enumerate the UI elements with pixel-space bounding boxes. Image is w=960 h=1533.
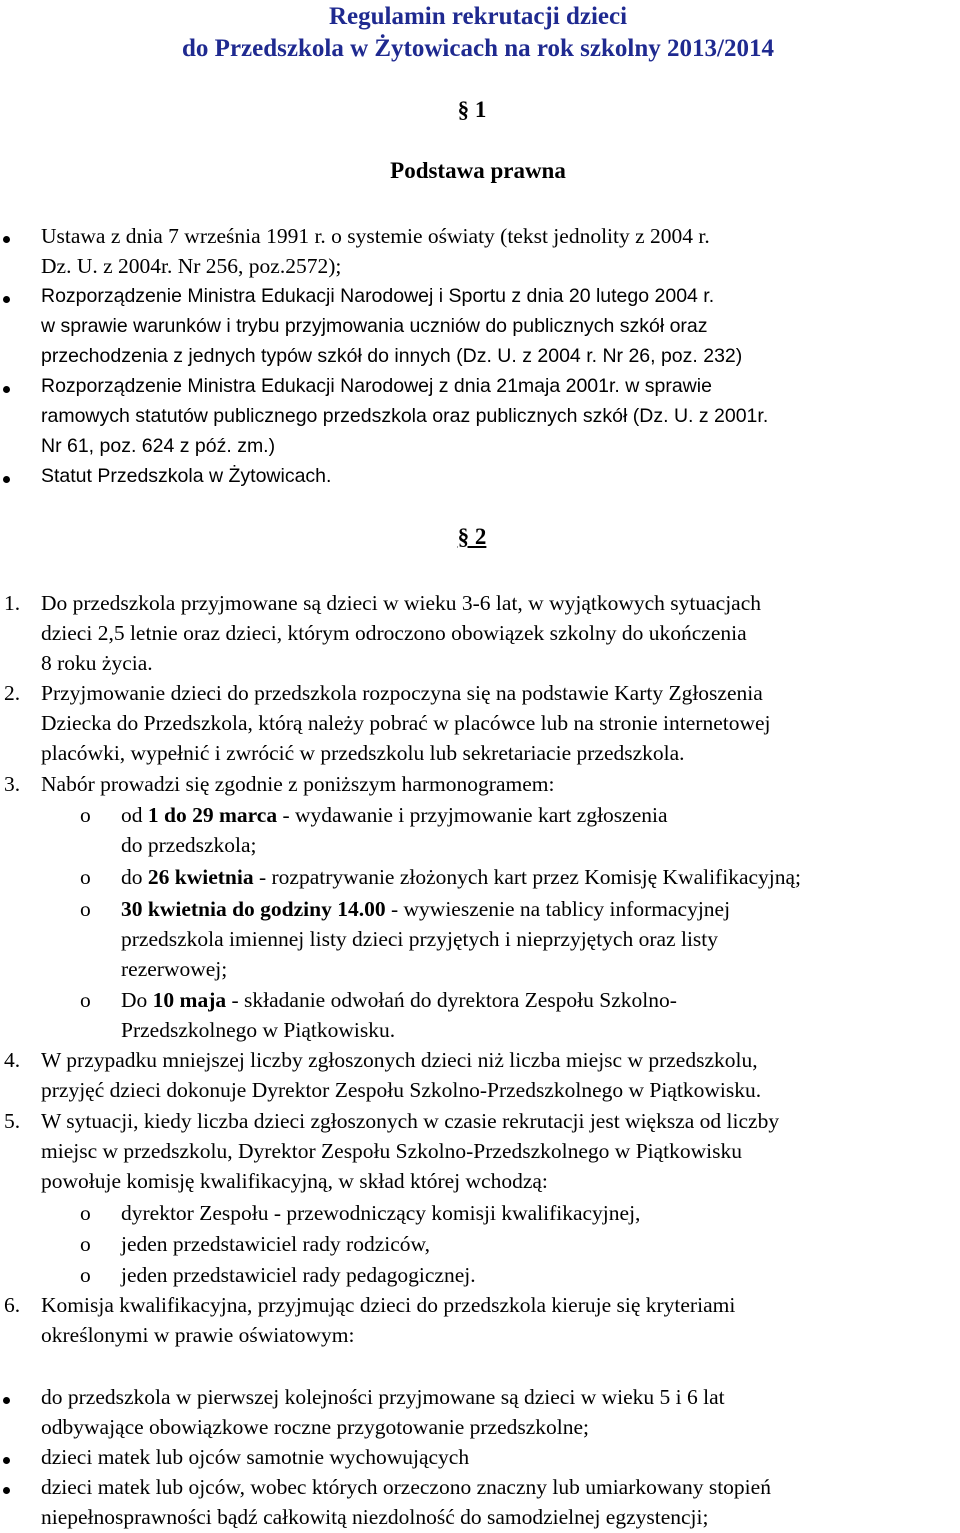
sub-bullet: o [80, 865, 91, 889]
paragraph-number: 1. [4, 591, 21, 615]
section-1-heading: Podstawa prawna [390, 158, 566, 183]
paragraph-1-line-1: Do przedszkola przyjmowane są dzieci w wieku 3-6 lat, w wyjątkowych sytuacjach [41, 591, 762, 615]
document-page: Regulamin rekrutacji dzieci do Przedszkola w Żytowicach na rok szkolny 2013/2014 § 1 Podstawa prawna Ustawa z dnia 7 września 1991 r. o systemie oświaty (tekst jednolity z 2004 r. Dz. U. z 2004r. Nr 256, poz.2572); Rozporządzenie Ministra Edukacji Narodowej i Sportu z dnia 20 lutego 2004 r. w sprawie warunków i trybu przyjmowania uczniów do publicznych szkół oraz przechodzenia z jednych typów szkół do innych (Dz. U. z 2004 r. Nr 26, poz. 232) Rozporządzenie Ministra Edukacji Narodowej z dnia 21maja 2001r. w sprawie ramowych statutów publicznego przedszkola oraz publicznych szkół (Dz. U. z 2001r. Nr 61, poz. 624 z póź. zm.) Statut Przedszkola w Żytowicach. § 2 1. Do przedszkola przyjmowane są dzieci w wieku 3-6 lat, w wyjątkowych sytuacjach dzieci 2,5 letnie oraz dzieci, którym odroczono obowiązek szkolny do ukończenia 8 roku życia. 2. Przyjmowanie dzieci do przedszkola rozpoczyna się na podstawie Karty Zgłoszenia Dziecka do Przedszkola, którą należy pobrać w placówce lub na stronie internetowej placówki, wypełnić i zwrócić w przedszkolu lub sekretariacie przedszkola. 3. Nabór prowadzi się zgodnie z poniższym harmonogramem: o od 1 do 29 marca - wydawanie i przyjmowanie kart zgłoszenia do przedszkola; o do 26 kwietnia - rozpatrywanie złożonych kart przez Komisję Kwalifikacyjną; o 30 kwietnia do godziny 14.00 - wywieszenie na tablicy informacyjnej przedszkola imiennej listy dzieci przyjętych i nieprzyjętych oraz listy rezerwowej; o Do 10 maja - składanie odwołań do dyrektora Zespołu Szkolno- Przedszkolnego w Piątkowisku. 4. W przypadku mniejszej liczby zgłoszonych dzieci niż liczba miejsc w przedszkolu, przyjęć dzieci dokonuje Dyrektor Zespołu Szkolno-Przedszkolnego w Piątkowisku. 5. W sytuacji, kiedy liczba dzieci zgłoszonych w czasie rekrutacji jest większa od liczby miejsc w przedszkolu, Dyrektor Zespołu Szkolno-Przedszkolnego w Piątkowisku powołuje komisję kwalifikacyjną, w skład której wchodzą: o dyrektor Zespołu - przewodniczący komisji kwalifikacyjnej, o jeden przedstawiciel rady rodziców, o jeden przedstawiciel rady pedagogicznej. 6. Komisja kwalifikacyjna, przyjmując dzieci do przedszkola kieruje się kryteriami określonymi w prawie oświatowym: do przedszkola w pierwszej kolejności przyjmowane są dzieci w wieku 5 i 6 lat odbywające obowiązkowe roczne przygotowanie przedszkolne; dzieci matek lub ojców samotnie wychowujących dzieci matek lub ojców, wobec których orzeczono znaczny lub umiarkowany stopień niepełnosprawności bądź całkowitą niezdolność do samodzielnej egzystencji; [0, 0, 960, 1533]
paragraph-1-line-2: dzieci 2,5 letnie oraz dzieci, którym odroczono obowiązek szkolny do ukończenia [41, 621, 747, 645]
paragraph-5-line-1: W sytuacji, kiedy liczba dzieci zgłoszonych w czasie rekrutacji jest większa od liczby [41, 1109, 780, 1133]
committee-member: jeden przedstawiciel rady rodziców, [121, 1232, 431, 1256]
sub-bullet: o [80, 1232, 91, 1256]
section-1-number: § 1 [457, 97, 487, 122]
paragraph-4-line-1: W przypadku mniejszej liczby zgłoszonych dzieci niż liczba miejsc w przedszkolu, [41, 1048, 758, 1072]
paragraph-2-line-2: Dziecka do Przedszkola, którą należy pobrać w placówce lub na stronie internetowej [41, 711, 771, 735]
section-2-number: § 2 [457, 524, 487, 549]
bullet-dot [3, 236, 10, 243]
document-title-line-1: Regulamin rekrutacji dzieci [328, 3, 628, 30]
paragraph-2-line-1: Przyjmowanie dzieci do przedszkola rozpoczyna się na podstawie Karty Zgłoszenia [41, 681, 763, 705]
schedule-item: do 26 kwietnia - rozpatrywanie złożonych kart przez Komisję Kwalifikacyjną; [121, 865, 802, 889]
document-title-line-2: do Przedszkola w Żytowicach na rok szkolny 2013/2014 [182, 35, 774, 62]
paragraph-1-line-3: 8 roku życia. [41, 651, 153, 675]
committee-member: dyrektor Zespołu - przewodniczący komisji kwalifikacyjnej, [121, 1201, 641, 1225]
paragraph-3-line: Nabór prowadzi się zgodnie z poniższym harmonogramem: [41, 772, 555, 796]
sub-bullet: o [80, 988, 91, 1012]
bullet-dot [3, 1487, 10, 1494]
bullet-dot [3, 1457, 10, 1464]
bullet-dot [3, 386, 10, 393]
paragraph-6-line-2: określonymi w prawie oświatowym: [41, 1323, 355, 1347]
paragraph-number: 3. [4, 772, 21, 796]
sub-bullet: o [80, 897, 91, 921]
paragraph-5-line-2: miejsc w przedszkolu, Dyrektor Zespołu Szkolno-Przedszkolnego w Piątkowisku [41, 1139, 743, 1163]
paragraph-2-line-3: placówki, wypełnić i zwrócić w przedszkolu lub sekretariacie przedszkola. [41, 741, 685, 765]
sub-bullet: o [80, 1263, 91, 1287]
paragraph-number: 5. [4, 1109, 21, 1133]
committee-member: jeden przedstawiciel rady pedagogicznej. [121, 1263, 476, 1287]
paragraph-5-line-3: powołuje komisję kwalifikacyjną, w skład której wchodzą: [41, 1169, 548, 1193]
schedule-item: 30 kwietnia do godziny 14.00 - wywieszenie na tablicy informacyjnej [121, 897, 731, 921]
bullet-dot [3, 476, 10, 483]
paragraph-number: 2. [4, 681, 21, 705]
schedule-item: Do 10 maja - składanie odwołań do dyrektora Zespołu Szkolno- [121, 988, 677, 1012]
bullet-dot [3, 1397, 10, 1404]
sub-bullet: o [80, 803, 91, 827]
sub-bullet: o [80, 1201, 91, 1225]
paragraph-number: 4. [4, 1048, 21, 1072]
schedule-item: od 1 do 29 marca - wydawanie i przyjmowanie kart zgłoszenia [121, 803, 668, 827]
paragraph-number: 6. [4, 1293, 21, 1317]
bullet-dot [3, 296, 10, 303]
paragraph-4-line-2: przyjęć dzieci dokonuje Dyrektor Zespołu Szkolno-Przedszkolnego w Piątkowisku. [41, 1078, 762, 1102]
paragraph-6-line-1: Komisja kwalifikacyjna, przyjmując dzieci do przedszkola kieruje się kryteriami [41, 1293, 736, 1317]
